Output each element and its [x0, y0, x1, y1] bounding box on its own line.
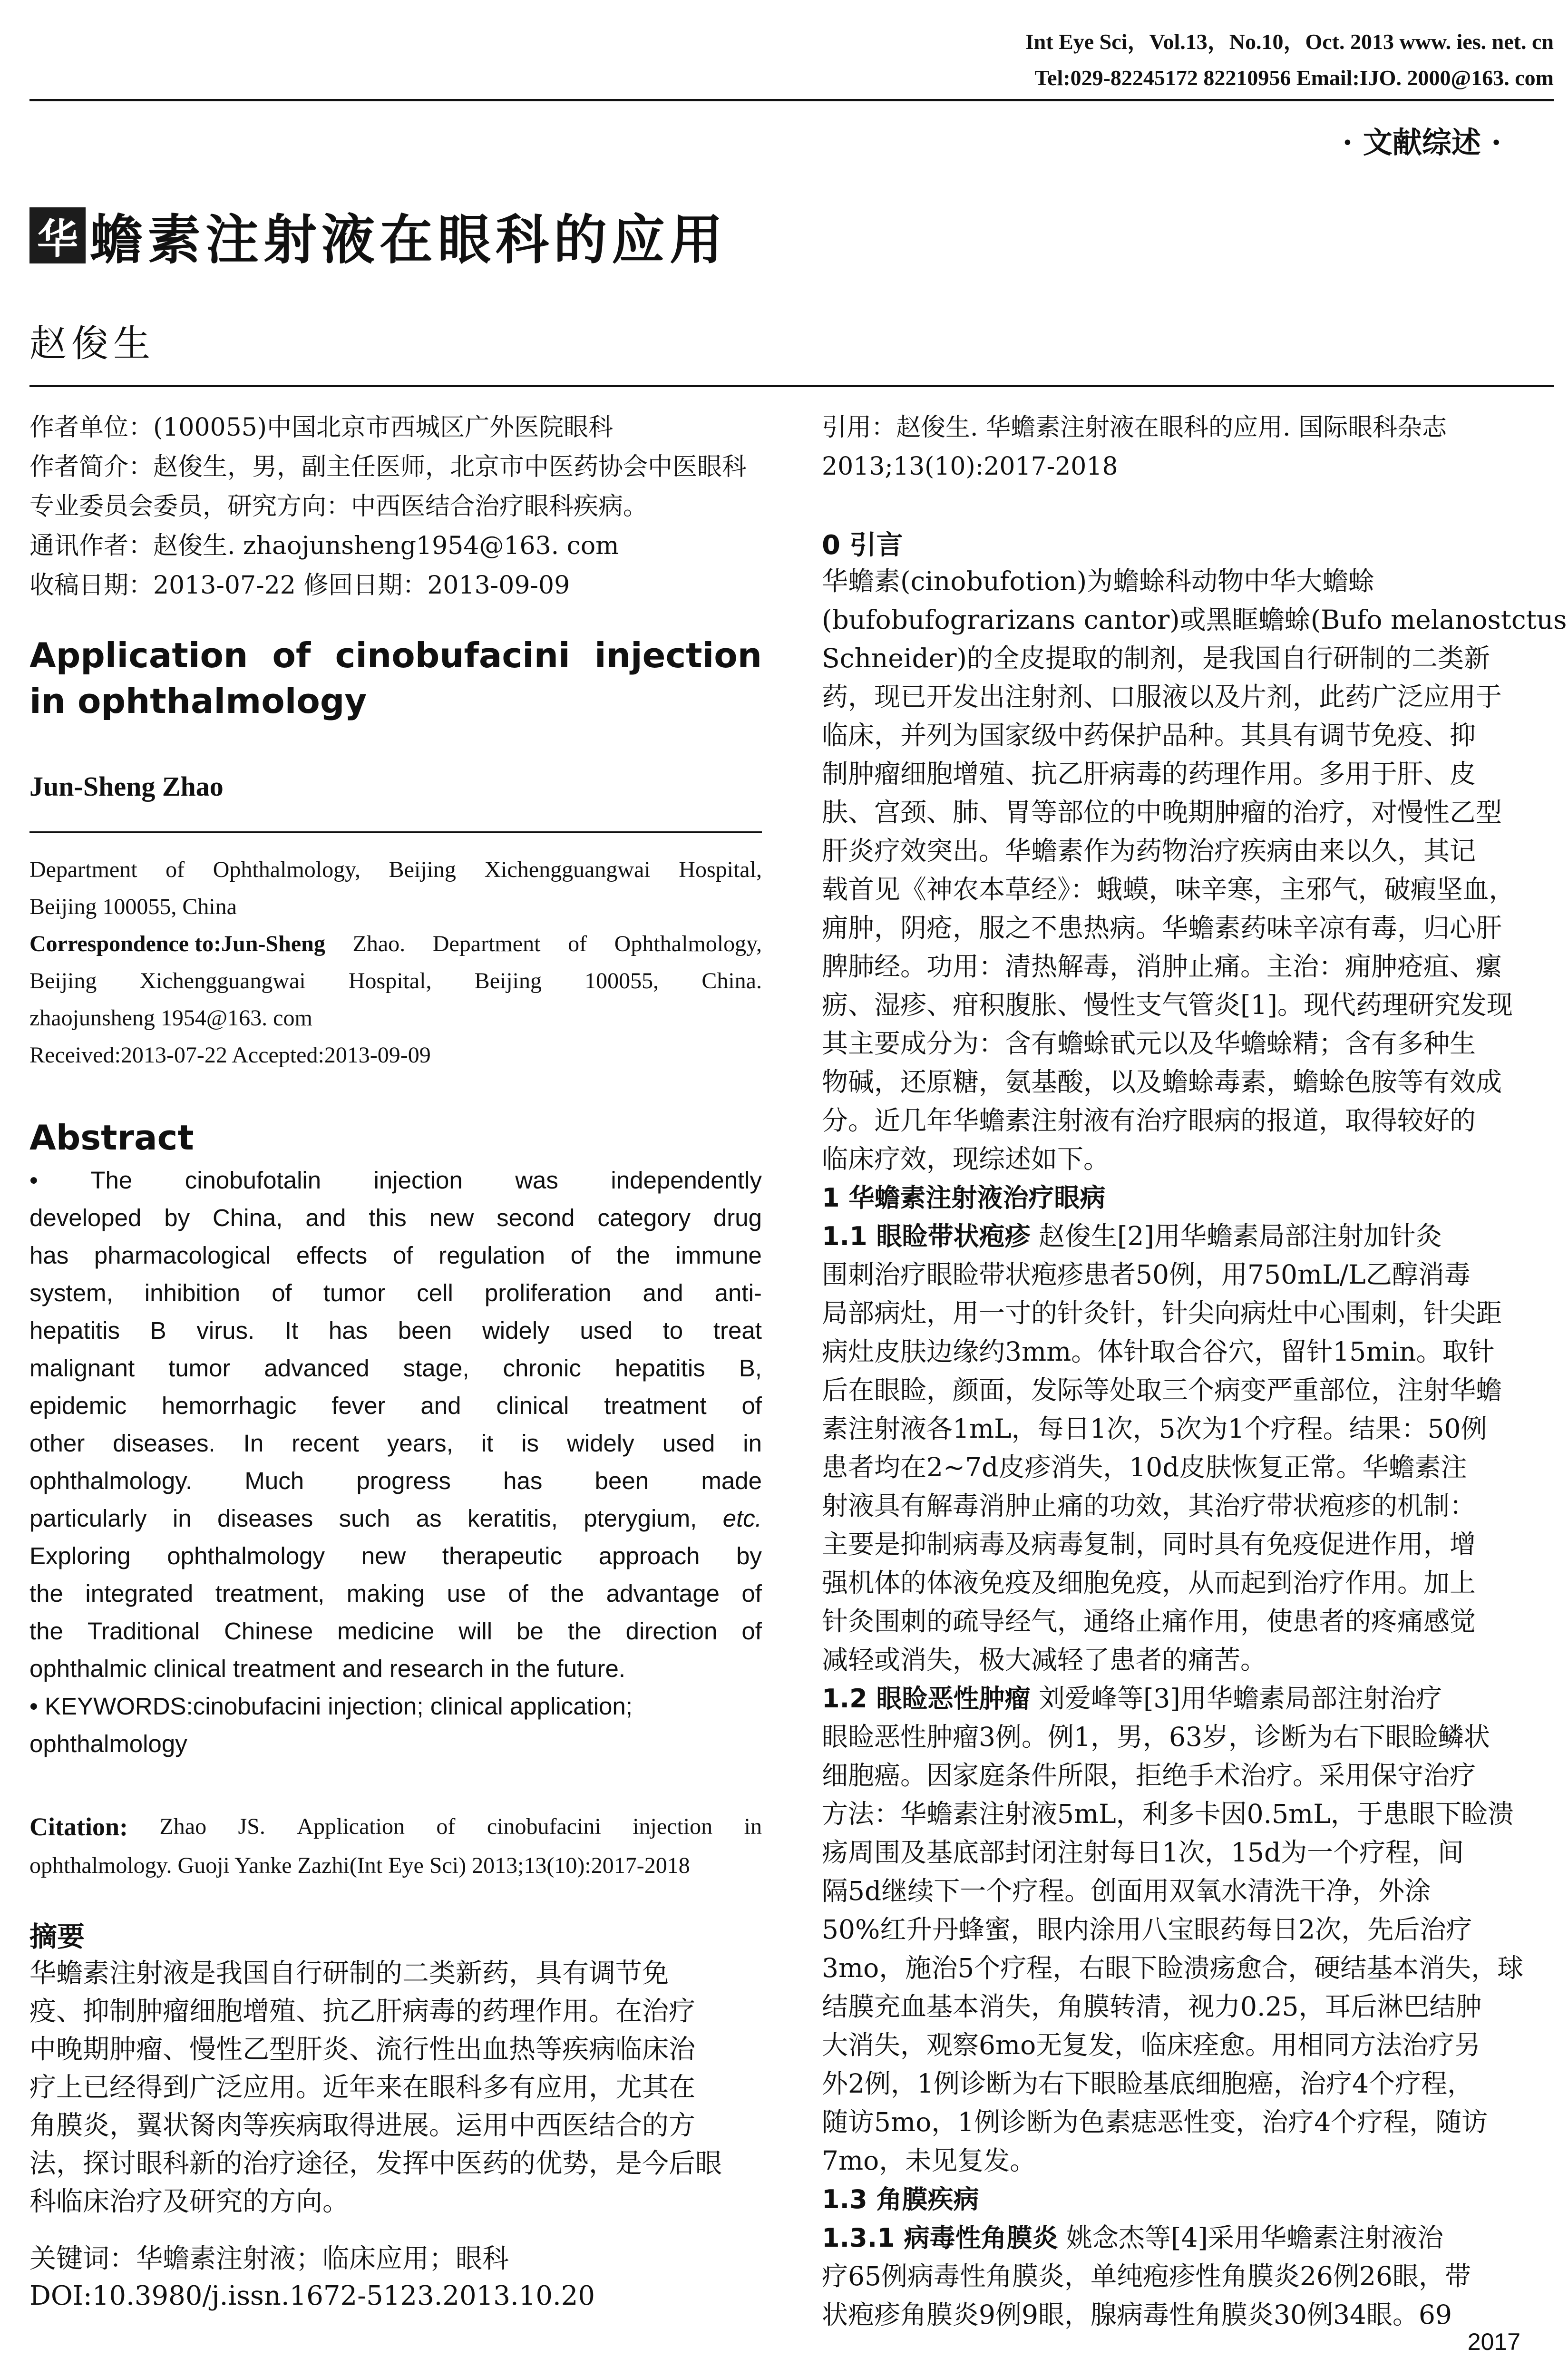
abstract-line: other diseases. In recent years, it is widely used in — [29, 1430, 762, 1457]
abstract-heading: Abstract — [29, 1118, 194, 1158]
section-tag: · 文献综述 · — [1342, 125, 1501, 160]
citation-line: ophthalmology. Guoji Yanke Zazhi(Int Eye Sci) 2013;13(10):2017-2018 — [29, 1853, 690, 1878]
info-line: 专业委员会委员，研究方向：中西医结合治疗眼科疾病。 — [29, 492, 648, 521]
body-line: 物碱，还原糖，氨基酸，以及蟾蜍毒素，蟾蜍色胺等有效成 — [822, 1067, 1502, 1097]
body-line: 细胞癌。因家庭条件所限，拒绝手术治疗。采用保守治疗 — [822, 1760, 1476, 1791]
author-name: 赵俊生 — [29, 322, 156, 365]
subsection-first-line: 1.1 眼睑带状疱疹 赵俊生[2]用华蟾素局部注射加针灸 — [822, 1221, 1442, 1251]
body-line: 华蟾素(cinobufotion)为蟾蜍科动物中华大蟾蜍 — [822, 566, 1375, 596]
body-line: 疗65例病毒性角膜炎，单纯疱疹性角膜炎26例26眼，带 — [822, 2261, 1471, 2291]
citation — [29, 1807, 762, 1885]
body-line: 痈肿，阴疮，服之不患热病。华蟾素药味辛凉有毒，归心肝 — [822, 913, 1502, 943]
cn-citation-line: 引用：赵俊生. 华蟾素注射液在眼科的应用. 国际眼科杂志 — [822, 413, 1447, 442]
body-line: 素注射液各1mL，每日1次，5次为1个疗程。结果：50例 — [822, 1413, 1487, 1444]
doi: DOI:10.3980/j.issn.1672-5123.2013.10.20 — [29, 2280, 595, 2311]
body-line: 制肿瘤细胞增殖、抗乙肝病毒的药理作用。多用于肝、皮 — [822, 759, 1476, 789]
cn-abstract-line: 疫、抑制肿瘤细胞增殖、抗乙肝病毒的药理作用。在治疗 — [29, 1996, 695, 2027]
body-line: 眼睑恶性肿瘤3例。例1，男，63岁，诊断为右下眼睑鳞状 — [822, 1722, 1490, 1752]
english-rule — [29, 831, 762, 833]
body-line: 状疱疹角膜炎9例9眼，腺病毒性角膜炎30例34眼。69 — [822, 2299, 1452, 2330]
abstract-line: ophthalmic clinical treatment and research in the future. — [29, 1655, 625, 1682]
journal-header-line1: Int Eye Sci，Vol.13，No.10，Oct. 2013 www. ies. net. cn — [1025, 29, 1554, 54]
cn-abstract-heading: 摘要 — [29, 1920, 85, 1953]
body-line: 临床疗效，现综述如下。 — [822, 1144, 1110, 1174]
body-line: 分。近几年华蟾素注射液有治疗眼病的报道，取得较好的 — [822, 1105, 1476, 1136]
info-line: 作者单位：(100055)中国北京市西城区广外医院眼科 — [29, 413, 614, 442]
subsection-heading: 1.2 眼睑恶性肿瘤 — [822, 1684, 1031, 1714]
abstract-line: malignant tumor advanced stage, chronic hepatitis B, — [29, 1354, 762, 1382]
body-line: 外2例，1例诊断为右下眼睑基底细胞癌，治疗4个疗程， — [822, 2068, 1473, 2099]
cn-citation — [822, 408, 1554, 486]
body-line: 肤、宫颈、肺、胃等部位的中晚期肿瘤的治疗，对慢性乙型 — [822, 797, 1502, 828]
body-line: 强机体的体液免疫及细胞免疫，从而起到治疗作用。加上 — [822, 1568, 1476, 1598]
body-line: 围刺治疗眼睑带状疱疹患者50例，用750mL/L乙醇消毒 — [822, 1259, 1471, 1290]
abstract-line: the Traditional Chinese medicine will be the direction of — [29, 1617, 762, 1645]
cn-abstract-line: 法，探讨眼科新的治疗途径，发挥中医药的优势，是今后眼 — [29, 2148, 722, 2179]
body-line: 射液具有解毒消肿止痛的功效，其治疗带状疱疹的机制： — [822, 1490, 1476, 1521]
page-number: 2017 — [1467, 2328, 1520, 2355]
body-line: 疡周围及基底部封闭注射每日1次，15d为一个疗程，间 — [822, 1837, 1464, 1868]
abstract-line: the integrated treatment, making use of the advantage of — [29, 1580, 762, 1607]
affiliation-line: Received:2013-07-22 Accepted:2013-09-09 — [29, 1042, 431, 1068]
english-title-line: in ophthalmology — [29, 681, 367, 721]
journal-header-line2: Tel:029-82245172 82210956 Email:IJO. 2000@163. com — [1034, 66, 1554, 90]
english-title — [29, 633, 762, 724]
section-heading: 1 华蟾素注射液治疗眼病 — [822, 1183, 1106, 1213]
body-line: 临床，并列为国家级中药保护品种。其具有调节免疫、抑 — [822, 720, 1476, 750]
cn-abstract-line: 华蟾素注射液是我国自行研制的二类新药，具有调节免 — [29, 1958, 669, 1989]
body-line: 疬、湿疹、疳积腹胀、慢性支气管炎[1]。现代药理研究发现 — [822, 990, 1513, 1020]
english-title-line: Application of cinobufacini injection — [29, 635, 762, 675]
body-line: (bufobufograrizans cantor)或黑眶蟾蜍(Bufo melanostctus — [822, 604, 1567, 635]
affiliation-line: Correspondence to:Jun-Sheng Zhao. Department of Ophthalmology, — [29, 931, 762, 956]
affiliation-line: Department of Ophthalmology, Beijing Xichengguangwai Hospital, — [29, 857, 762, 882]
header-rule — [29, 99, 1554, 101]
subsection-heading: 1.3.1 病毒性角膜炎 — [822, 2223, 1058, 2253]
body-line: 50%红升丹蜂蜜，眼内涂用八宝眼药每日2次，先后治疗 — [822, 1914, 1472, 1945]
title-logo: 华 — [29, 207, 86, 263]
affiliation-line: Beijing Xichengguangwai Hospital, Beijing 100055, China. — [29, 968, 762, 994]
english-author: Jun-Sheng Zhao — [29, 771, 224, 802]
body-line: 隔5d继续下一个疗程。创面用双氧水清洗干净，外涂 — [822, 1876, 1431, 1906]
body-line: 脾肺经。功用：清热解毒，消肿止痛。主治：痈肿疮疽、瘰 — [822, 951, 1502, 982]
body-line: 主要是抑制病毒及病毒复制，同时具有免疫促进作用，增 — [822, 1529, 1476, 1559]
info-line: 通讯作者：赵俊生. zhaojunsheng1954@163. com — [29, 532, 619, 560]
body-line: Schneider)的全皮提取的制剂，是我国自行研制的二类新 — [822, 643, 1490, 673]
body-line: 患者均在2~7d皮疹消失，10d皮肤恢复正常。华蟾素注 — [822, 1452, 1467, 1482]
body-line: 病灶皮肤边缘约3mm。体针取合谷穴，留针15min。取针 — [822, 1336, 1495, 1367]
citation-line: Citation: Zhao JS. Application of cinobufacini injection in — [29, 1812, 762, 1841]
body-line: 3mo，施治5个疗程，右眼下睑溃疡愈合，硬结基本消失，球 — [822, 1953, 1524, 1983]
body-line: 后在眼睑，颜面，发际等处取三个病变严重部位，注射华蟾 — [822, 1375, 1502, 1405]
body-line: 肝炎疗效突出。华蟾素作为药物治疗疾病由来以久，其记 — [822, 836, 1476, 866]
abstract-line: epidemic hemorrhagic fever and clinical treatment of — [29, 1392, 762, 1419]
abstract-line: system, inhibition of tumor cell proliferation and anti- — [29, 1279, 762, 1306]
body-line: 7mo，未见复发。 — [822, 2145, 1036, 2176]
body-line: 其主要成分为：含有蟾蜍甙元以及华蟾蜍精；含有多种生 — [822, 1028, 1476, 1059]
keywords-line: • KEYWORDS:cinobufacini injection; clinical application; — [29, 1693, 633, 1720]
cn-citation-line: 2013;13(10):2017-2018 — [822, 452, 1118, 481]
body-line: 局部病灶，用一寸的针灸针，针尖向病灶中心围刺，针尖距 — [822, 1298, 1502, 1328]
body-line: 方法：华蟾素注射液5mL，利多卡因0.5mL，于患眼下睑溃 — [822, 1799, 1514, 1829]
journal-header — [793, 24, 1554, 96]
abstract-line: developed by China, and this new second category drug — [29, 1204, 762, 1231]
abstract-line: has pharmacological effects of regulation of the immune — [29, 1242, 762, 1269]
abstract-line: particularly in diseases such as keratitis, pterygium, etc. — [29, 1505, 762, 1532]
keywords-line: ophthalmology — [29, 1730, 187, 1757]
abstract-line: Exploring ophthalmology new therapeutic approach by — [29, 1542, 762, 1569]
abstract-line: • The cinobufotalin injection was independently — [29, 1167, 762, 1194]
cn-abstract-line: 角膜炎，翼状胬肉等疾病取得进展。运用中西医结合的方 — [29, 2110, 695, 2141]
subsection-heading: 1.1 眼睑带状疱疹 — [822, 1221, 1031, 1251]
title-block — [29, 205, 728, 271]
intro-body — [822, 562, 1567, 2334]
abstract-body — [29, 1161, 762, 1763]
body-line: 随访5mo，1例诊断为色素痣恶性变，治疗4个疗程，随访 — [822, 2107, 1488, 2137]
subsection-first-line: 1.3.1 病毒性角膜炎 姚念杰等[4]采用华蟾素注射液治 — [822, 2222, 1443, 2253]
cn-abstract-line: 科临床治疗及研究的方向。 — [29, 2186, 349, 2217]
affiliation-line: Beijing 100055, China — [29, 894, 237, 919]
title-rule — [29, 385, 1554, 387]
intro-heading: 0 引言 — [822, 530, 903, 561]
body-line: 减轻或消失，极大减轻了患者的痛苦。 — [822, 1645, 1267, 1675]
body-line: 载首见《神农本草经》：蛾蟆，味辛寒，主邪气，破瘕坚血， — [822, 874, 1515, 905]
cn-keywords: 关键词：华蟾素注射液；临床应用；眼科 — [29, 2243, 509, 2274]
author-info — [29, 408, 762, 605]
subsection-first-line: 1.2 眼睑恶性肿瘤 刘爱峰等[3]用华蟾素局部注射治疗 — [822, 1683, 1442, 1714]
abstract-line: hepatitis B virus. It has been widely used to treat — [29, 1317, 762, 1344]
section-heading: 1.3 角膜疾病 — [822, 2184, 979, 2214]
info-line: 收稿日期：2013-07-22 修回日期：2013-09-09 — [29, 571, 570, 600]
body-line: 药，现已开发出注射剂、口服液以及片剂，此药广泛应用于 — [822, 682, 1502, 712]
cn-abstract-line: 疗上已经得到广泛应用。近年来在眼科多有应用，尤其在 — [29, 2072, 695, 2103]
abstract-line: ophthalmology. Much progress has been made — [29, 1467, 762, 1494]
body-line: 结膜充血基本消失，角膜转清，视力0.25，耳后淋巴结肿 — [822, 1991, 1482, 2022]
cn-abstract-line: 中晚期肿瘤、慢性乙型肝炎、流行性出血热等疾病临床治 — [29, 2034, 695, 2065]
english-affiliation — [29, 851, 762, 1074]
info-line: 作者简介：赵俊生，男，副主任医师，北京市中医药协会中医眼科 — [29, 453, 747, 481]
cn-abstract-body — [29, 1955, 762, 2221]
body-line: 大消失，观察6mo无复发，临床痊愈。用相同方法治疗另 — [822, 2030, 1481, 2060]
body-line: 针灸围刺的疏导经气，通络止痛作用，使患者的疼痛感觉 — [822, 1606, 1476, 1637]
page-title: 蟾素注射液在眼科的应用 — [89, 208, 728, 271]
affiliation-line: zhaojunsheng 1954@163. com — [29, 1005, 312, 1031]
